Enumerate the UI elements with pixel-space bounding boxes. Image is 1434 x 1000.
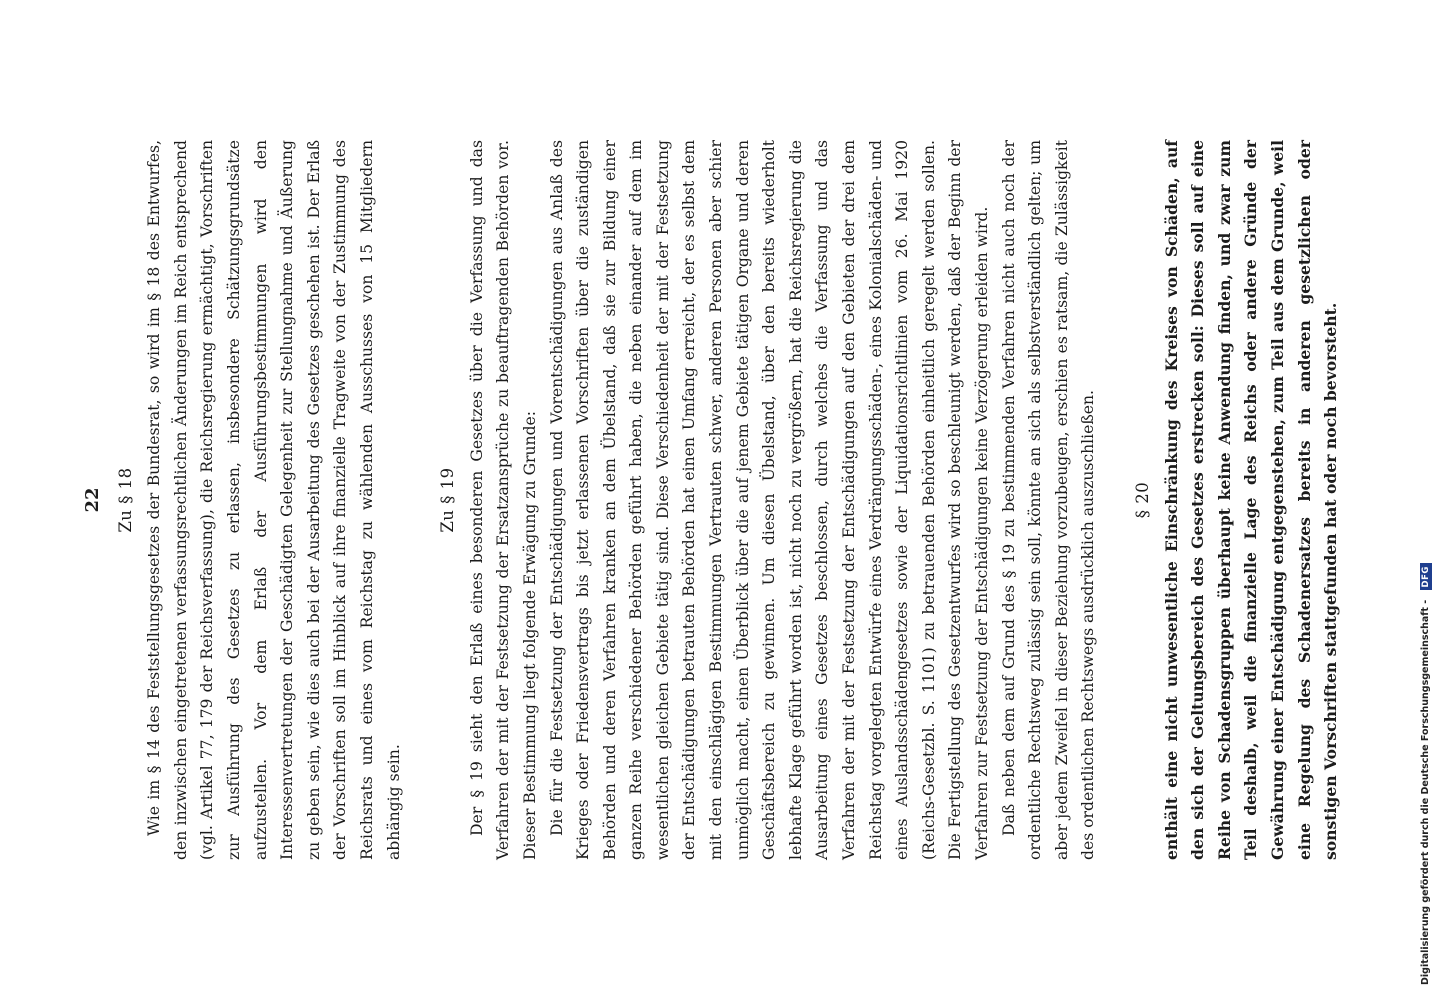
page-number: 22 [82, 487, 103, 513]
section-18-heading: Zu § 18 [115, 467, 135, 533]
section-19-paragraph-1: Der § 19 sieht den Erlaß eines besonderen Gesetzes über die Verfassung und das Verfahren der mit der Festsetzung der Ersatzansprüche zu beauftragenden Behörden vor. Dieser Bestimmung liegt folgende Erwägung zu Grunde: [467, 140, 539, 860]
dfg-logo-badge: DFG [1420, 563, 1432, 590]
section-19-paragraph-3: Daß neben dem auf Grund des § 19 zu bestimmenden Verfahren nicht auch noch der ordentliche Rechtsweg zulässig sein soll, könnte an sich als selbstverständlich gelten; um aber jedem Zweifel in dieser Beziehung vorzubeugen, erschien es ratsam, die Zulässigkeit des ordentlichen Rechtswegs ausdrücklich auszuschließen. [999, 140, 1098, 860]
section-19-paragraph-2: Die für die Festsetzung der Entschädigungen und Vorentschädigungen aus Anlaß des Krieges oder Friedensvertrags bis jetzt erlassenen Vorschriften über die zuständigen Behörden und deren Verfahren kranken an dem Übelstand, daß sie zur Bildung einer ganzen Reihe verschiedener Behörden geführt haben, die neben einander auf dem im wesentlichen gleichen Gebiete tätig sind. Diese Verschiedenheit der mit der Festsetzung der Entschädigungen betrauten Behörden hat einen Umfang erreicht, der es selbst dem mit den einschlägigen Bestimmungen Vertrauten schwer, anderen Personen aber schier unmöglich macht, einen Überblick über die auf jenem Gebiete tätigen Organe und deren Geschäftsbereich zu gewinnen. Um diesen Übelstand, über den bereits wiederholt lebhafte Klage geführt worden ist, nicht noch zu vergrößern, hat die Reichsregierung die Ausarbeitung eines Gesetzes beschlossen, durch welches die Verfassung und das Verfahren der mit der Festsetzung der Entschädigungen auf den Gebieten der drei dem Reichstag vorgelegten Entwürfe eines Verdrängungsschäden-, eines Kolonialschäden- und eines Auslandsschädengesetzes sowie der Liquidationsrichtlinien vom 26. Mai 1920 (Reichs-Gesetzbl. S. 1101) zu betrauenden Behörden einheitlich geregelt werden sollen. Die Fertigstellung des Gesetzentwurfes wird so beschleunigt werden, daß der Beginn der Verfahren zur Festsetzung der Entschädigungen keine Verzögerung erleiden wird. [547, 140, 991, 860]
section-18-paragraph: Wie im § 14 des Feststellungsgesetzes der Bundesrat, so wird im § 18 des Entwurfes, den inzwischen eingetretenen verfassungsrechtlichen Änderungen im Reich entsprechend (vgl. Artikel 77, 179 der Reichsverfassung), die Reichsregierung ermächtigt, Vorschriften zur Ausführung des Gesetzes zu erlassen, insbesondere Schätzungsgrundsätze aufzustellen. Vor dem Erlaß der Ausführungsbestimmungen wird den Interessenvertretungen der Geschädigten Gelegenheit zur Stellungnahme und Äußerung zu geben sein, wie dies auch bei der Ausarbeitung des Gesetzes geschehen ist. Der Erlaß der Vorschriften soll im Hinblick auf ihre finanzielle Tragweite von der Zustimmung des Reichsrats und eines vom Reichstag zu wählenden Ausschusses von 15 Mitgliedern abhängig sein. [145, 140, 403, 860]
section-20-paragraph: enthält eine nicht unwesentliche Einschränkung des Kreises von Schäden, auf den sich der Geltungsbereich des Gesetzes erstrecken soll: Dieses soll auf eine Reihe von Schadensgruppen überhaupt keine Anwendung finden, und zwar zum Teil deshalb, weil die finanzielle Lage des Reichs oder andere Gründe der Gewährung einer Entschädigung entgegenstehen, zum Teil aus dem Grunde, weil eine Regelung des Schadenersatzes bereits in anderen gesetzlichen oder sonstigen Vorschriften stattgefunden hat oder noch bevorsteht. [1161, 140, 1341, 860]
dfg-funding-credit [1420, 65, 1432, 985]
credit-text: Digitalisierung gefördert durch die Deutsche Forschungsgemeinschaft - [1420, 599, 1431, 985]
section-19-heading: Zu § 19 [438, 467, 458, 533]
document-text-block [80, 140, 1345, 860]
section-20-heading: § 20 [1132, 481, 1152, 519]
